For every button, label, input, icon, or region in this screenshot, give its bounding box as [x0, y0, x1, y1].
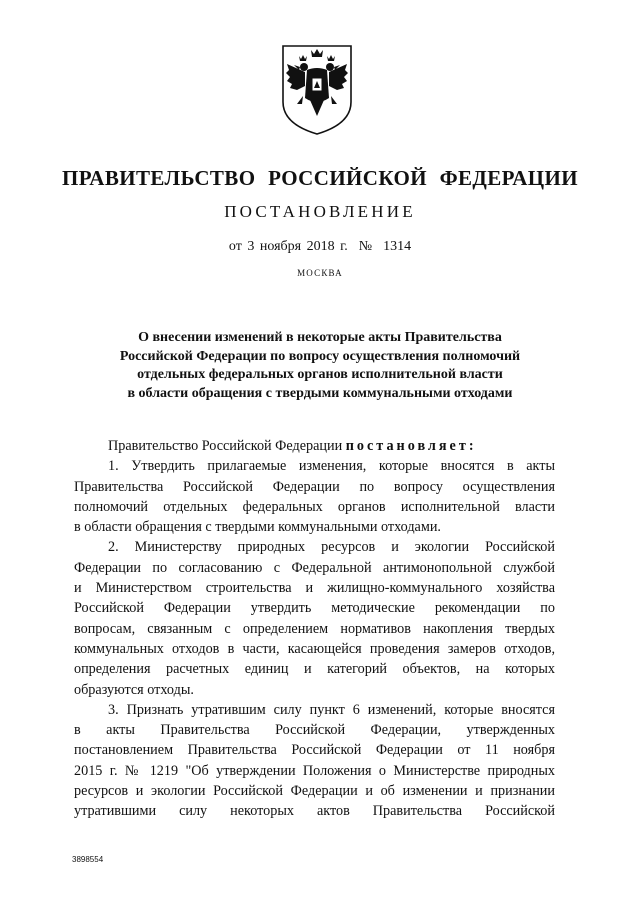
paragraph-line: полномочий отдельных федеральных органов исполнительной власти — [74, 498, 555, 515]
paragraph-line: и Министерством строительства и жилищно-коммунального хозяйства — [74, 580, 555, 597]
subject-line: Российской Федерации по вопросу осуществления полномочий — [119, 348, 521, 364]
subject-line: О внесении изменений в некоторые акты Правительства — [138, 330, 502, 345]
paragraph-line: вопросам, связанным с определением нормативов накопления твердых — [74, 620, 555, 637]
paragraph-line: постановлением Правительства Российской Федерации от 11 ноября — [74, 742, 555, 759]
coat-of-arms-icon — [277, 40, 357, 138]
paragraph-line: в области обращения с твердыми коммунальными отходами. — [74, 519, 441, 536]
paragraph-line: образуются отходы. — [74, 681, 194, 698]
document-subject — [88, 329, 552, 403]
paragraph-line: 1. Утвердить прилагаемые изменения, которые вносятся в акты — [108, 458, 555, 475]
preamble-text: Правительство Российской Федерации — [108, 438, 346, 454]
paragraph-line: Правительства Российской Федерации по вопросу осуществления — [74, 478, 555, 495]
government-title: ПРАВИТЕЛЬСТВО РОССИЙСКОЙ ФЕДЕРАЦИИ — [62, 166, 578, 190]
paragraph-line: утратившими силу некоторых актов Правительства Российской — [74, 803, 555, 820]
document-body — [74, 436, 555, 822]
paragraph-line: 2. Министерству природных ресурсов и экологии Российской — [108, 539, 555, 556]
document-type: ПОСТАНОВЛЕНИЕ — [224, 202, 416, 221]
paragraph-line: в акты Правительства Российской Федерации, утвержденных — [74, 722, 555, 739]
preamble — [74, 436, 555, 456]
paragraph-line: определения расчетных единиц и категорий объектов, на которых — [74, 661, 555, 678]
paragraph-line: Федерации по согласованию с Федеральной антимонопольной службой — [74, 559, 555, 576]
paragraph-line: Российской Федерации утвердить методические рекомендации по — [74, 600, 555, 617]
paragraph-line: ресурсов и экологии Российской Федерации и об изменении и признании — [74, 783, 555, 800]
subject-line: отдельных федеральных органов исполнительной власти — [137, 367, 503, 382]
document-id-number: 3898554 — [72, 855, 104, 864]
document-city: МОСКВА — [297, 268, 343, 278]
subject-line: в области обращения с твердыми коммунальными отходами — [127, 385, 513, 401]
document-date-number: от 3 ноября 2018 г. № 1314 — [228, 239, 412, 254]
paragraph-line: коммунальных отходов в части, касающейся проведения замеров отходов, — [74, 640, 555, 657]
paragraph-line: 3. Признать утратившим силу пункт 6 изменений, которые вносятся — [108, 701, 555, 718]
preamble-emphasis: постановляет: — [345, 438, 477, 454]
paragraph-line: 2015 г. № 1219 "Об утверждении Положения о Министерстве природных — [74, 762, 555, 779]
